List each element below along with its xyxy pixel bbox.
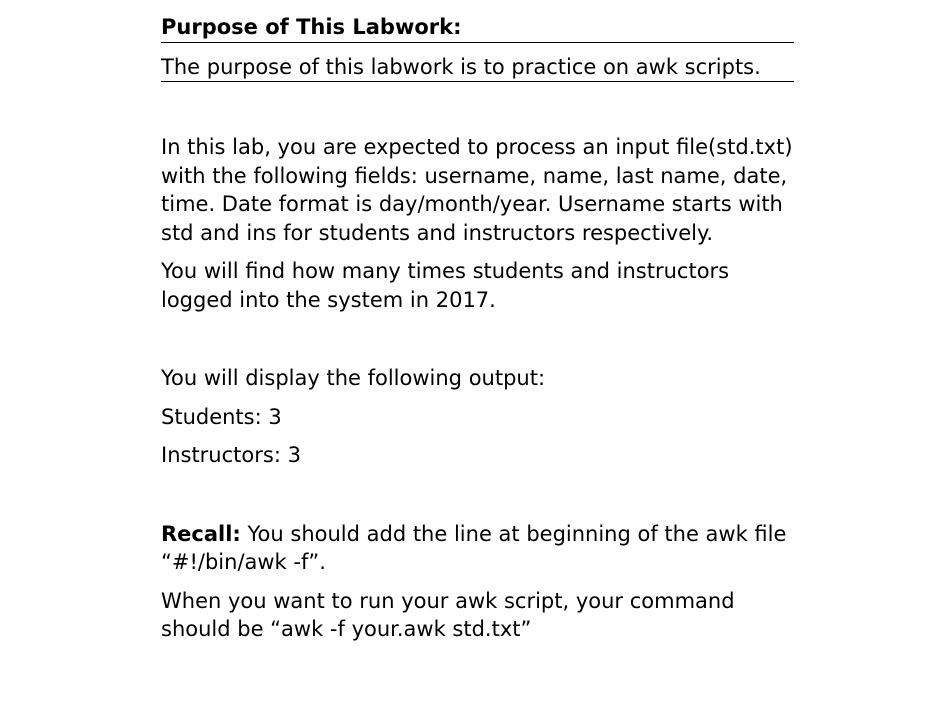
run-command-paragraph: When you want to run your awk script, your command should be “awk -f your.awk std.txt” [161,588,735,641]
output-instructors-line: Instructors: 3 [161,443,301,467]
task-paragraph: You will find how many times students and instructors logged into the system in 2017. [161,259,730,312]
recall-paragraph [161,520,794,577]
recall-text: You should add the line at beginning of the awk file “#!/bin/awk -f”. [161,521,787,574]
intro-paragraph: In this lab, you are expected to process an input file(std.txt) with the following fields: username, name, last name, date, time. Date format is day/month/year. Username starts with std and ins for students and instructors respectively. [161,135,793,245]
document-body [161,13,794,644]
recall-label: Recall: [161,521,241,546]
output-students-line: Students: 3 [161,404,282,429]
display-instruction: You will display the following output: [161,366,546,390]
section-heading: Purpose of This Labwork: [161,13,794,43]
purpose-paragraph: The purpose of this labwork is to practice on awk scripts. [161,53,794,83]
